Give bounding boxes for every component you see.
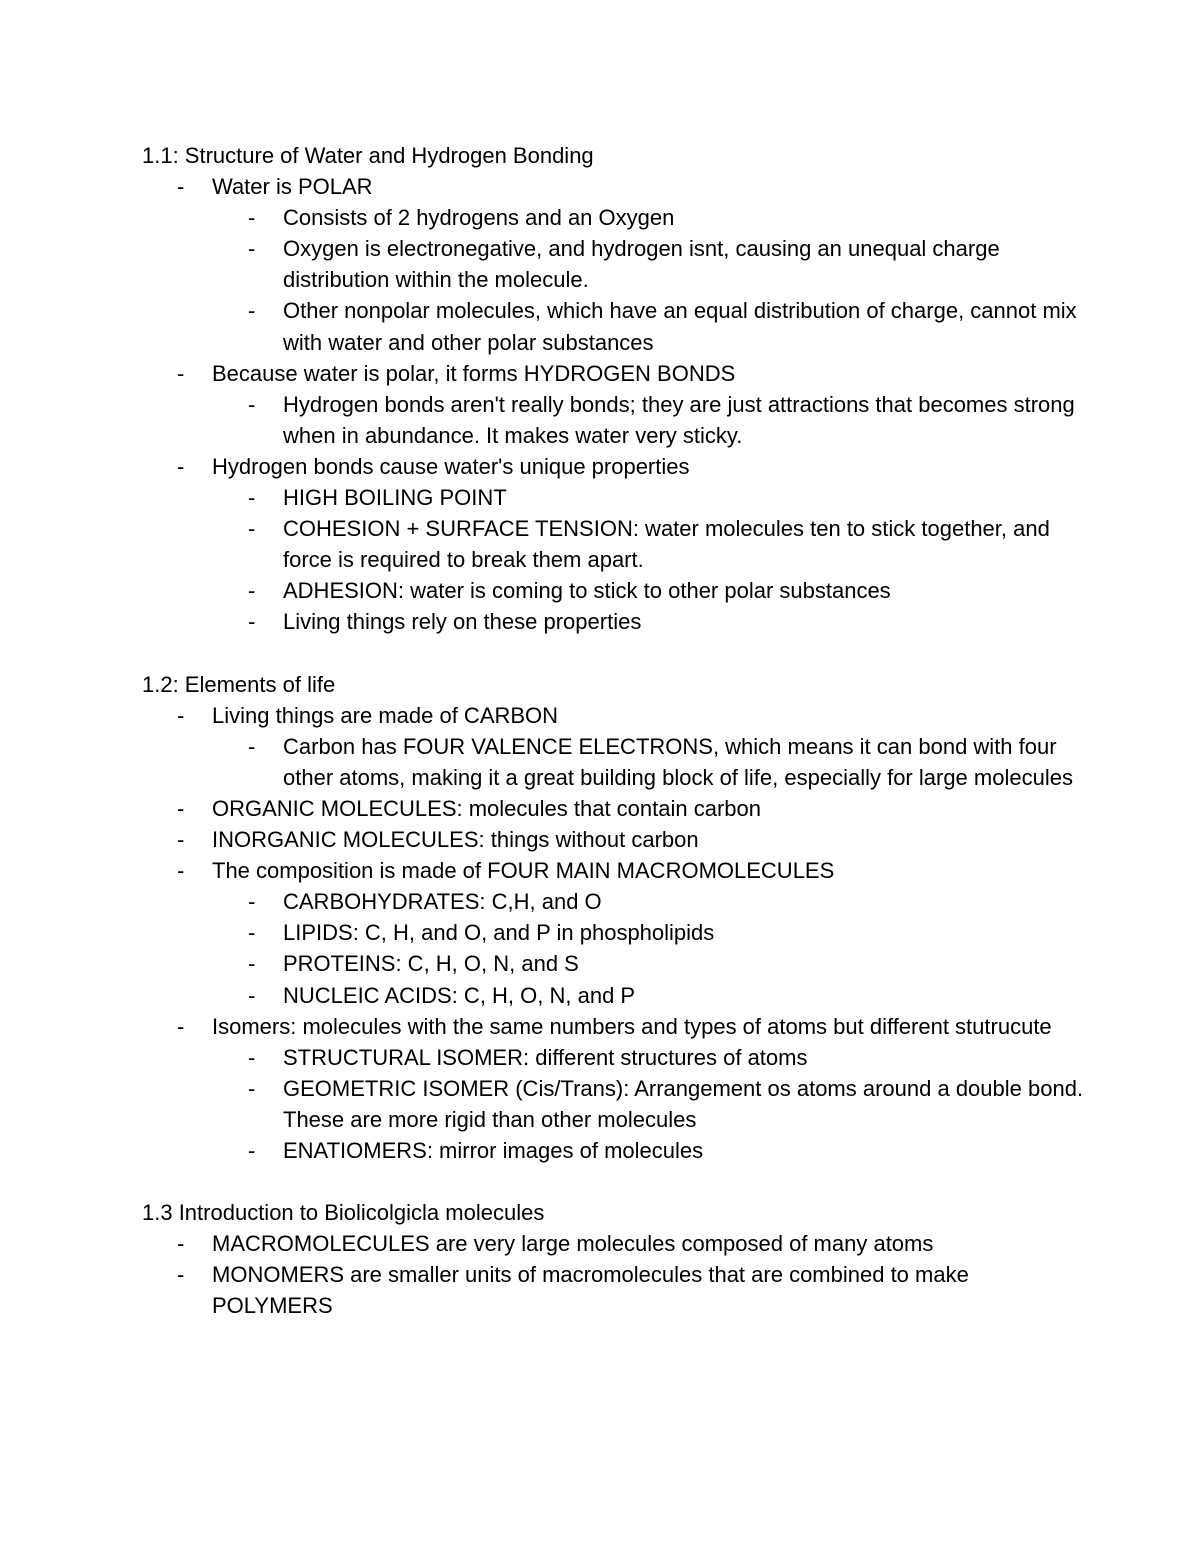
bullet-text: Hydrogen bonds cause water's unique properties — [212, 453, 690, 479]
sub-bullet-item — [142, 389, 1092, 451]
dash-bullet: - — [248, 236, 256, 262]
dash-bullet: - — [248, 1044, 256, 1070]
sub-bullet-list — [142, 1042, 1092, 1166]
sub-bullet-text: HIGH BOILING POINT — [283, 485, 507, 511]
sub-bullet-text: STRUCTURAL ISOMER: different structures of atoms — [283, 1044, 808, 1070]
bullet-text: The composition is made of FOUR MAIN MACROMOLECULES — [212, 858, 835, 884]
dash-bullet: - — [177, 702, 185, 728]
bullet-item — [142, 171, 1092, 358]
bullet-text: ORGANIC MOLECULES: molecules that contain carbon — [212, 795, 762, 821]
dash-bullet: - — [248, 391, 256, 417]
bullet-item — [142, 700, 1092, 793]
sub-bullet-item — [142, 1135, 1092, 1166]
sub-bullet-list — [142, 389, 1092, 451]
sub-bullet-item — [142, 1042, 1092, 1073]
bullet-text: Isomers: molecules with the same numbers and types of atoms but different stutrucute — [212, 1013, 1052, 1039]
dash-bullet: - — [248, 298, 256, 324]
sub-bullet-list — [142, 731, 1092, 793]
sub-bullet-item — [142, 1073, 1092, 1135]
dash-bullet: - — [248, 951, 256, 977]
dash-bullet: - — [177, 858, 185, 884]
sub-bullet-text: ENATIOMERS: mirror images of molecules — [283, 1138, 704, 1163]
dash-bullet: - — [248, 982, 256, 1008]
sub-bullet-text: Oxygen is electronegative, and hydrogen isnt, causing an unequal charge distribution within the molecule. — [283, 236, 1000, 293]
sub-bullet-item — [142, 606, 1092, 637]
sub-bullet-item — [142, 917, 1092, 948]
dash-bullet: - — [177, 360, 185, 386]
sub-bullet-text: COHESION + SURFACE TENSION: water molecules ten to stick together, and force is required to break them apart. — [283, 516, 1050, 573]
bullet-item — [142, 1228, 1092, 1259]
dash-bullet: - — [248, 609, 256, 635]
dash-bullet: - — [248, 1138, 256, 1163]
dash-bullet: - — [177, 795, 185, 821]
bullet-item — [142, 358, 1092, 451]
dash-bullet: - — [248, 485, 256, 511]
section-heading: 1.1: Structure of Water and Hydrogen Bonding — [142, 143, 594, 168]
section-spacer — [142, 1166, 1092, 1197]
bullet-text: Living things are made of CARBON — [212, 702, 559, 728]
bullet-item — [142, 793, 1092, 824]
section-heading: 1.2: Elements of life — [142, 671, 336, 697]
section-spacer — [142, 638, 1092, 669]
bullet-item — [142, 824, 1092, 855]
sub-bullet-item — [142, 948, 1092, 979]
dash-bullet: - — [177, 174, 185, 200]
sub-bullet-item — [142, 980, 1092, 1011]
sub-bullet-item — [142, 482, 1092, 513]
bullet-text: Because water is polar, it forms HYDROGEN BONDS — [212, 360, 736, 386]
bullet-item — [142, 451, 1092, 638]
sub-bullet-item — [142, 513, 1092, 575]
bullet-list — [142, 171, 1092, 637]
sub-bullet-list — [142, 202, 1092, 357]
sub-bullet-item — [142, 731, 1092, 793]
bullet-item — [142, 1011, 1092, 1166]
dash-bullet: - — [248, 516, 256, 542]
dash-bullet: - — [177, 1231, 185, 1257]
section-1-2 — [142, 669, 1092, 1167]
sub-bullet-item — [142, 295, 1092, 357]
sub-bullet-item — [142, 202, 1092, 233]
dash-bullet: - — [177, 1013, 185, 1039]
sub-bullet-item — [142, 886, 1092, 917]
sub-bullet-text: CARBOHYDRATES: C,H, and O — [283, 889, 602, 915]
dash-bullet: - — [248, 1075, 256, 1101]
bullet-text: INORGANIC MOLECULES: things without carbon — [212, 827, 699, 853]
notes-content — [142, 140, 1092, 1322]
sub-bullet-text: LIPIDS: C, H, and O, and P in phospholipids — [283, 920, 715, 946]
bullet-list — [142, 700, 1092, 1166]
dash-bullet: - — [177, 1262, 185, 1288]
bullet-text: MONOMERS are smaller units of macromolecules that are combined to make POLYMERS — [212, 1262, 969, 1319]
dash-bullet: - — [248, 733, 256, 759]
dash-bullet: - — [177, 827, 185, 853]
bullet-text: MACROMOLECULES are very large molecules composed of many atoms — [212, 1231, 934, 1257]
dash-bullet: - — [248, 205, 256, 231]
sub-bullet-text: Other nonpolar molecules, which have an equal distribution of charge, cannot mix with water and other polar substances — [283, 298, 1077, 355]
sub-bullet-list — [142, 482, 1092, 637]
sub-bullet-text: Carbon has FOUR VALENCE ELECTRONS, which means it can bond with four other atoms, making it a great building block of life, especially for large molecules — [283, 733, 1073, 790]
sub-bullet-text: Consists of 2 hydrogens and an Oxygen — [283, 205, 675, 231]
bullet-text: Water is POLAR — [212, 174, 373, 200]
sub-bullet-item — [142, 233, 1092, 295]
sub-bullet-text: Living things rely on these properties — [283, 609, 642, 635]
section-1-1 — [142, 140, 1092, 638]
bullet-item — [142, 855, 1092, 1010]
bullet-list — [142, 1228, 1092, 1321]
section-1-3 — [142, 1197, 1092, 1321]
dash-bullet: - — [248, 920, 256, 946]
bullet-item — [142, 1259, 1092, 1321]
sub-bullet-list — [142, 886, 1092, 1010]
dash-bullet: - — [177, 453, 185, 479]
dash-bullet: - — [248, 578, 256, 604]
dash-bullet: - — [248, 889, 256, 915]
sub-bullet-text: ADHESION: water is coming to stick to other polar substances — [283, 578, 891, 604]
section-heading: 1.3 Introduction to Biolicolgicla molecules — [142, 1200, 545, 1226]
sub-bullet-text: Hydrogen bonds aren't really bonds; they are just attractions that becomes strong when in abundance. It makes water very sticky. — [283, 391, 1075, 448]
sub-bullet-text: GEOMETRIC ISOMER (Cis/Trans): Arrangement os atoms around a double bond. These are more rigid than other molecules — [283, 1075, 1084, 1132]
sub-bullet-item — [142, 575, 1092, 606]
sub-bullet-text: NUCLEIC ACIDS: C, H, O, N, and P — [283, 982, 636, 1008]
sub-bullet-text: PROTEINS: C, H, O, N, and S — [283, 951, 579, 977]
